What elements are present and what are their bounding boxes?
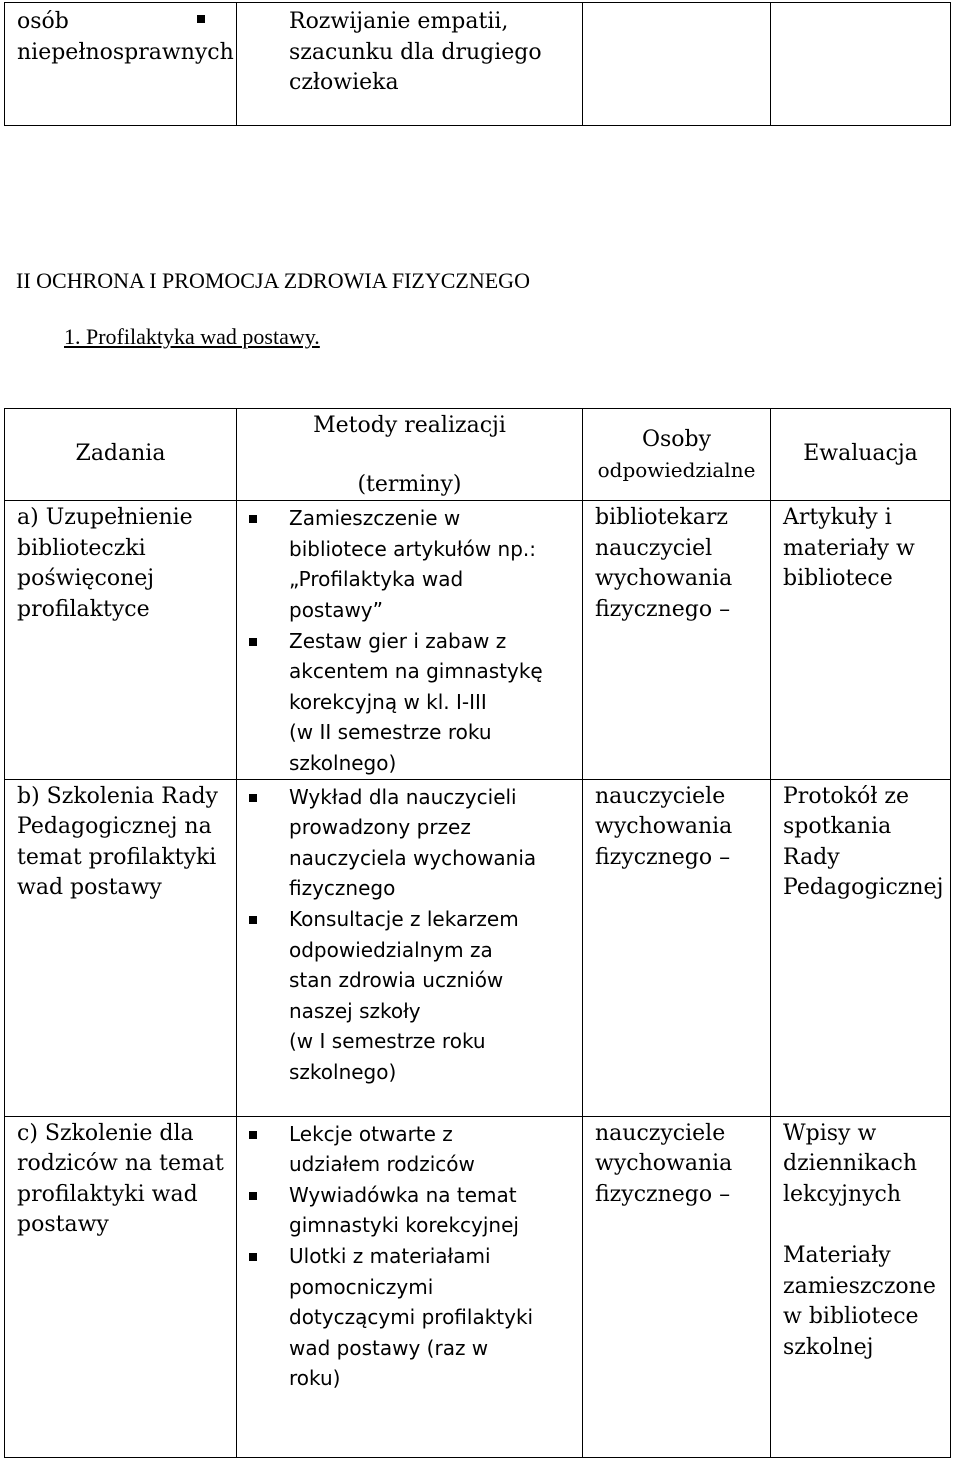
text-line: odpowiedzialnym za xyxy=(289,937,493,962)
top-col2-text xyxy=(289,7,582,99)
cell-ewaluacja xyxy=(771,1116,951,1457)
text-line: wad postawy (raz w xyxy=(289,1335,489,1360)
text-line: poświęconej xyxy=(17,566,155,592)
method-bullet-item xyxy=(289,626,582,779)
top-col1-text xyxy=(5,3,236,68)
text-line: Wywiadówka na temat xyxy=(289,1182,517,1207)
header-ewaluacja: Ewaluacja xyxy=(771,409,951,501)
header-osoby: Osoby odpowiedzialne xyxy=(583,409,771,501)
cell-osoby xyxy=(583,501,771,779)
text-line xyxy=(783,1210,950,1241)
text-line: osób xyxy=(17,9,69,34)
text-line: w bibliotece xyxy=(783,1304,919,1330)
text-line: szkolnego) xyxy=(289,750,397,775)
text-line: a) Uzupełnienie xyxy=(17,505,193,531)
text-line: fizycznego – xyxy=(595,844,731,870)
table-row xyxy=(5,1116,951,1457)
method-bullet-item xyxy=(289,503,582,625)
top-cell-col3 xyxy=(583,3,771,126)
cell-ewaluacja xyxy=(771,779,951,1116)
text-line: Protokół ze xyxy=(783,783,909,809)
text-line: Zamieszczenie w xyxy=(289,506,461,531)
cell-metody xyxy=(237,501,583,779)
text-line: spotkania xyxy=(783,814,892,840)
text-line: Rady xyxy=(783,844,840,870)
header-metody: Metody realizacji (terminy) xyxy=(237,409,583,501)
text-line: Wykład dla nauczycieli xyxy=(289,784,517,809)
cell-osoby xyxy=(583,1116,771,1457)
text-line: dotyczącymi profilaktyki xyxy=(289,1305,534,1330)
text-line: Pedagogicznej na xyxy=(17,814,212,840)
text-line: bibliotece artykułów np.: xyxy=(289,536,537,561)
bullet-square-icon xyxy=(197,15,205,23)
method-bullet-item xyxy=(289,1241,582,1394)
bullet-square-icon xyxy=(249,1192,257,1200)
text-line: Pedagogicznej xyxy=(783,875,944,901)
top-partial-table xyxy=(4,2,951,126)
text-line: naszej szkoły xyxy=(289,998,421,1023)
subsection-heading: 1. Profilaktyka wad postawy. xyxy=(64,324,320,349)
text-line: człowieka xyxy=(289,70,399,96)
table-header-row xyxy=(5,409,951,501)
header-zadania: Zadania xyxy=(5,409,237,501)
text-line: rodziców na temat xyxy=(17,1151,224,1177)
top-cell-col4 xyxy=(771,3,951,126)
cell-zadania xyxy=(5,1116,237,1457)
table-row xyxy=(5,779,951,1116)
table-row xyxy=(5,3,951,126)
cell-metody xyxy=(237,1116,583,1457)
text-line: Materiały xyxy=(783,1242,891,1268)
text-line: zamieszczone xyxy=(783,1273,936,1299)
text-line: prowadzony przez xyxy=(289,815,471,840)
text-line: materiały w xyxy=(783,535,915,561)
section-heading: II OCHRONA I PROMOCJA ZDROWIA FIZYCZNEGO xyxy=(16,268,530,293)
main-table xyxy=(4,408,951,1458)
bullet-square-icon xyxy=(249,916,257,924)
text-line: nauczyciele xyxy=(595,783,726,809)
text-line: wychowania xyxy=(595,814,733,840)
text-line: c) Szkolenie dla xyxy=(17,1120,194,1146)
cell-zadania xyxy=(5,779,237,1116)
text-line: (w I semestrze roku xyxy=(289,1029,486,1054)
text-line: Wpisy w xyxy=(783,1120,877,1146)
text-line: nauczyciele xyxy=(595,1120,726,1146)
text-line: Konsultacje z lekarzem xyxy=(289,906,519,931)
text-line: fizycznego xyxy=(289,876,396,901)
text-line: stan zdrowia uczniów xyxy=(289,968,504,993)
text-line: b) Szkolenia Rady xyxy=(17,783,218,809)
text-line: szacunku dla drugiego xyxy=(289,39,542,65)
method-bullet-item xyxy=(289,1180,582,1241)
bullet-square-icon xyxy=(249,638,257,646)
text-line: wychowania xyxy=(595,566,733,592)
text-line: fizycznego – xyxy=(595,1181,731,1207)
text-line: Lekcje otwarte z xyxy=(289,1121,453,1146)
text-line: wad postawy xyxy=(17,875,162,901)
table-row xyxy=(5,501,951,779)
text-line: akcentem na gimnastykę xyxy=(289,659,543,684)
text-line: dziennikach xyxy=(783,1151,918,1177)
text-line: Zestaw gier i zabaw z xyxy=(289,628,507,653)
text-line: nauczyciela wychowania xyxy=(289,845,537,870)
text-line: postawy xyxy=(17,1212,109,1238)
text-line: (w II semestrze roku xyxy=(289,720,492,745)
text-line: Artykuły i xyxy=(783,505,892,531)
text-line: pomocniczymi xyxy=(289,1274,434,1299)
text-line: lekcyjnych xyxy=(783,1181,902,1207)
text-line: bibliotece xyxy=(783,566,893,592)
method-bullet-item xyxy=(289,1119,582,1180)
text-line: postawy” xyxy=(289,597,384,622)
bullet-square-icon xyxy=(249,794,257,802)
cell-osoby xyxy=(583,779,771,1116)
text-line: Ulotki z materiałami xyxy=(289,1243,491,1268)
text-line: Rozwijanie empatii, xyxy=(289,9,509,34)
text-line: profilaktyce xyxy=(17,596,150,622)
text-line: bibliotekarz xyxy=(595,505,728,531)
method-bullet-item xyxy=(289,904,582,1088)
text-line: gimnastyki korekcyjnej xyxy=(289,1213,519,1238)
text-line: roku) xyxy=(289,1366,341,1391)
bullet-square-icon xyxy=(249,1131,257,1139)
text-line: wychowania xyxy=(595,1151,733,1177)
text-line: udziałem rodziców xyxy=(289,1152,475,1177)
text-line: niepełnosprawnych xyxy=(17,39,234,65)
bullet-square-icon xyxy=(249,515,257,523)
bullet-square-icon xyxy=(249,1253,257,1261)
text-line: szkolnego) xyxy=(289,1059,397,1084)
text-line: profilaktyki wad xyxy=(17,1181,198,1207)
top-cell-col2 xyxy=(237,3,583,126)
text-line: szkolnej xyxy=(783,1334,874,1360)
text-line: korekcyjną w kl. I-III xyxy=(289,689,487,714)
cell-metody xyxy=(237,779,583,1116)
method-bullet-item xyxy=(289,782,582,904)
text-line: „Profilaktyka wad xyxy=(289,567,464,592)
text-line: nauczyciel xyxy=(595,535,713,561)
cell-zadania xyxy=(5,501,237,779)
text-line: fizycznego – xyxy=(595,596,731,622)
text-line: temat profilaktyki xyxy=(17,844,217,870)
text-line: biblioteczki xyxy=(17,535,146,561)
cell-ewaluacja xyxy=(771,501,951,779)
